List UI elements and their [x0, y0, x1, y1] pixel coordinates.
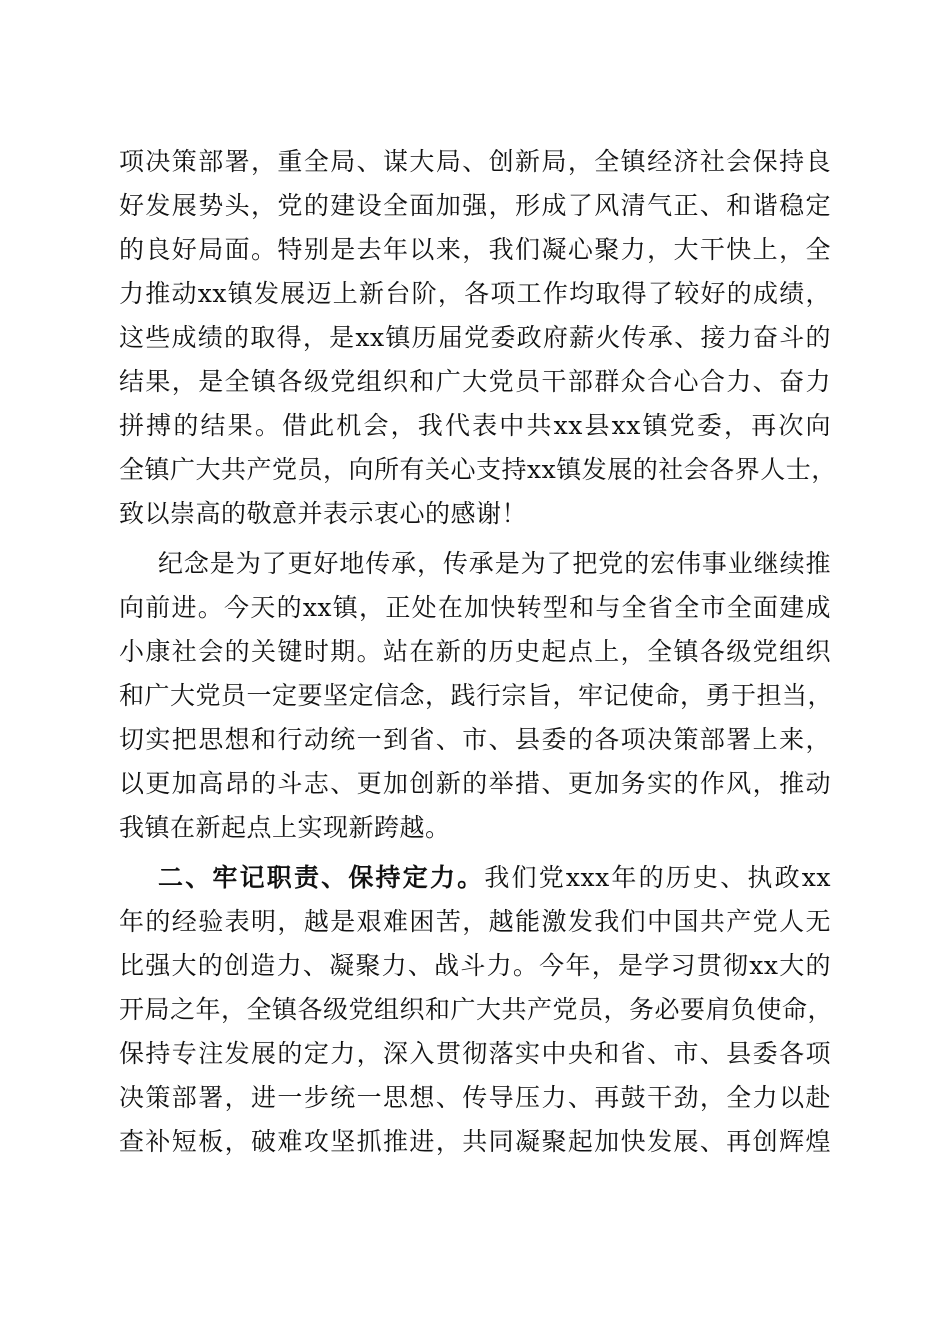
body-text-line: 切实把思想和行动统一到省、市、县委的各项决策部署上来， — [119, 725, 831, 754]
body-text-line: 纪念是为了更好地传承，传承是为了把党的宏伟事业继续推 — [158, 549, 831, 578]
body-text-line: 结果，是全镇各级党组织和广大党员干部群众合心合力、奋力 — [119, 367, 831, 396]
body-text-line: 开局之年，全镇各级党组织和广大共产党员，务必要肩负使命， — [119, 995, 834, 1024]
body-text-line: 向前进。今天的xx镇，正处在加快转型和与全省全市全面建成 — [119, 593, 831, 622]
section-heading: 二、牢记职责、保持定力。 — [158, 863, 485, 892]
body-text-line: 好发展势头，党的建设全面加强，形成了风清气正、和谐稳定 — [119, 191, 831, 220]
body-text-line: 年的经验表明，越是艰难困苦，越能激发我们中国共产党人无 — [119, 907, 831, 936]
body-text-line: 的良好局面。特别是去年以来，我们凝心聚力，大干快上，全 — [119, 235, 831, 264]
body-text-segment: 我们党xxx年的历史、执政xx — [484, 863, 831, 892]
body-text-line: 拼搏的结果。借此机会，我代表中共xx县xx镇党委，再次向 — [119, 411, 831, 440]
body-text-line: 小康社会的关键时期。站在新的历史起点上，全镇各级党组织 — [119, 637, 831, 666]
section-heading-line — [158, 858, 831, 898]
body-text-line: 以更加高昂的斗志、更加创新的举措、更加务实的作风，推动 — [119, 769, 831, 798]
body-text-line: 保持专注发展的定力，深入贯彻落实中央和省、市、县委各项 — [119, 1039, 831, 1068]
body-text-line: 和广大党员一定要坚定信念，践行宗旨，牢记使命，勇于担当， — [119, 681, 834, 710]
body-text-line: 项决策部署，重全局、谋大局、创新局，全镇经济社会保持良 — [119, 147, 831, 176]
body-text-line: 决策部署，进一步统一思想、传导压力、再鼓干劲，全力以赴 — [119, 1083, 831, 1112]
body-text-line: 全镇广大共产党员，向所有关心支持xx镇发展的社会各界人士， — [119, 455, 837, 484]
body-text-line: 致以崇高的敬意并表示衷心的感谢！ — [119, 499, 528, 528]
body-text-line: 我镇在新起点上实现新跨越。 — [119, 813, 451, 842]
body-text-line: 查补短板，破难攻坚抓推进，共同凝聚起加快发展、再创辉煌 — [119, 1127, 831, 1156]
body-text-line: 力推动xx镇发展迈上新台阶，各项工作均取得了较好的成绩， — [119, 279, 831, 308]
body-text-line: 这些成绩的取得，是xx镇历届党委政府薪火传承、接力奋斗的 — [119, 323, 831, 352]
body-text-line: 比强大的创造力、凝聚力、战斗力。今年，是学习贯彻xx大的 — [119, 951, 831, 980]
